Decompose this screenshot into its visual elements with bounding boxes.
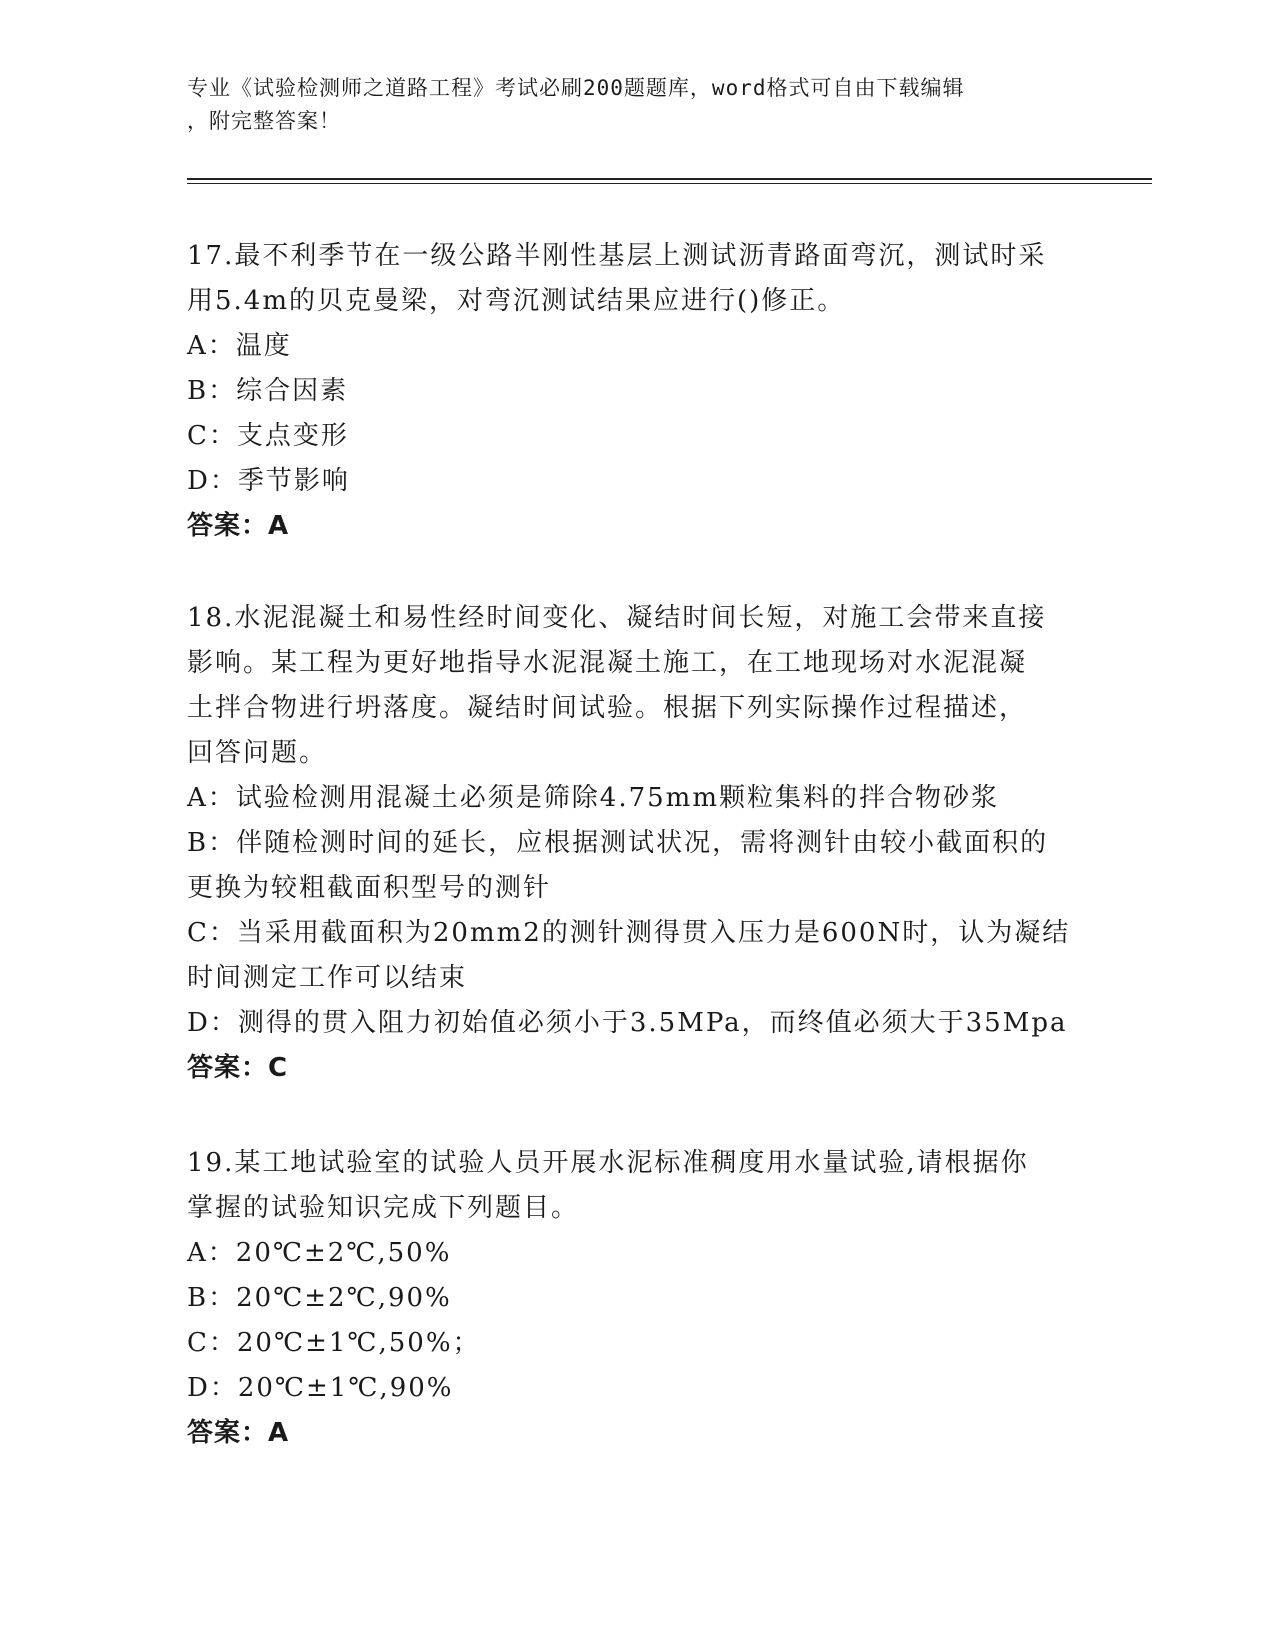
question-stem-line: 影响。某工程为更好地指导水泥混凝土施工，在工地现场对水泥混凝 [187,648,1028,678]
question-stem-line: 18.水泥混凝土和易性经时间变化、凝结时间长短，对施工会带来直接 [187,603,1047,633]
option-b: B：综合因素 [187,376,349,406]
option-d: D：测得的贯入阻力初始值必须小于3.5MPa，而终值必须大于35Mpa [187,1008,1068,1038]
question-stem-line: 掌握的试验知识完成下列题目。 [187,1193,580,1223]
option-b: B：伴随检测时间的延长，应根据测试状况，需将测针由较小截面积的 [187,828,1049,858]
question-stem-line: 用5.4m的贝克曼梁，对弯沉测试结果应进行()修正。 [187,286,846,316]
option-c: C：支点变形 [187,421,349,451]
option-a: A：试验检测用混凝土必须是筛除4.75mm颗粒集料的拌合物砂浆 [187,783,999,813]
question-18 [187,596,1087,1091]
header-divider [187,178,1152,180]
option-b: B：20℃±2℃,90% [187,1283,452,1313]
option-b-continued: 更换为较粗截面积型号的测针 [187,873,552,903]
option-d: D：季节影响 [187,466,350,496]
question-stem-line: 19.某工地试验室的试验人员开展水泥标准稠度用水量试验,请根据你 [187,1148,1029,1178]
question-17 [187,234,1087,549]
option-d: D：20℃±1℃,90% [187,1373,454,1403]
header-title-line-2: ，附完整答案！ [187,109,341,133]
option-c-continued: 时间测定工作可以结束 [187,963,468,993]
option-c: C：20℃±1℃,50%； [187,1328,481,1358]
question-stem-line: 17.最不利季节在一级公路半刚性基层上测试沥青路面弯沉，测试时采 [187,241,1047,271]
question-19 [187,1141,1087,1456]
question-stem-line: 土拌合物进行坍落度。凝结时间试验。根据下列实际操作过程描述， [187,693,1028,723]
option-a: A：温度 [187,331,292,361]
answer-label: 答案：A [187,511,290,541]
header-divider-thin [187,183,1152,184]
document-header [187,72,1067,138]
option-c: C：当采用截面积为20mm2的测针测得贯入压力是600N时，认为凝结 [187,918,1071,948]
header-title-line-1: 专业《试验检测师之道路工程》考试必刷200题题库，word格式可自由下载编辑 [187,76,965,100]
answer-label: 答案：A [187,1418,290,1448]
option-a: A：20℃±2℃,50% [187,1238,452,1268]
answer-label: 答案：C [187,1053,289,1083]
question-stem-line: 回答问题。 [187,738,328,768]
